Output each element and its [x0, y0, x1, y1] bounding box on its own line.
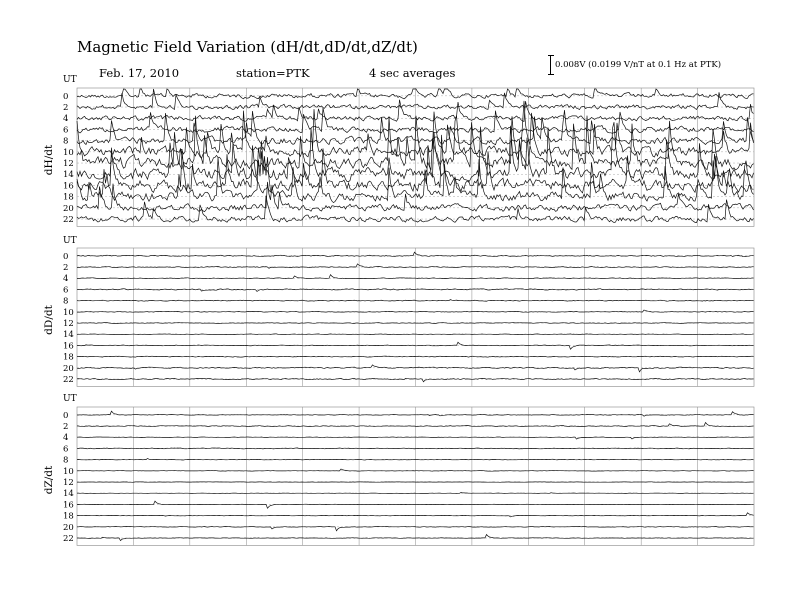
row-label: 20 [63, 363, 74, 374]
row-label: 4 [63, 114, 69, 125]
row-label: 2 [63, 103, 69, 114]
y-axis-label: dZ/dt [43, 465, 55, 495]
row-label: 16 [63, 341, 74, 352]
station-label: station=PTK [236, 66, 310, 80]
time-axis-label: UT [63, 394, 77, 404]
row-label: 0 [63, 91, 69, 102]
date-label: Feb. 17, 2010 [99, 66, 180, 80]
row-label: 20 [63, 203, 74, 214]
row-label: 2 [63, 422, 69, 433]
row-label: 0 [63, 251, 69, 262]
row-label: 10 [63, 147, 74, 158]
row-label: 22 [63, 215, 74, 226]
row-label: 10 [63, 307, 74, 318]
row-label: 14 [63, 489, 74, 500]
row-label: 14 [63, 170, 74, 181]
row-label: 6 [63, 125, 69, 136]
row-label: 20 [63, 522, 74, 533]
row-label: 14 [63, 330, 74, 341]
row-label: 4 [63, 433, 69, 444]
row-label: 22 [63, 375, 74, 386]
row-label: 12 [63, 478, 74, 489]
row-label: 10 [63, 466, 74, 477]
row-label: 18 [63, 192, 74, 203]
row-label: 2 [63, 263, 69, 274]
row-label: 6 [63, 444, 69, 455]
trace-line [77, 482, 754, 483]
y-axis-label: dH/dt [43, 144, 55, 176]
time-axis-label: UT [63, 75, 77, 85]
row-label: 12 [63, 159, 74, 170]
chart-title: Magnetic Field Variation (dH/dt,dD/dt,dZ/dt) [77, 38, 418, 56]
row-label: 4 [63, 274, 69, 285]
row-label: 16 [63, 181, 74, 192]
row-label: 12 [63, 319, 74, 330]
row-label: 0 [63, 410, 69, 421]
row-label: 18 [63, 511, 74, 522]
time-axis-label: UT [63, 236, 77, 246]
row-label: 18 [63, 352, 74, 363]
row-label: 16 [63, 500, 74, 511]
row-label: 6 [63, 285, 69, 296]
y-axis-label: dD/dt [43, 305, 55, 335]
averaging-label: 4 sec averages [369, 66, 456, 80]
scale-label: 0.008V (0.0199 V/nT at 0.1 Hz at PTK) [555, 60, 722, 70]
row-label: 22 [63, 534, 74, 545]
row-label: 8 [63, 296, 69, 307]
row-label: 8 [63, 136, 69, 147]
row-label: 8 [63, 455, 69, 466]
